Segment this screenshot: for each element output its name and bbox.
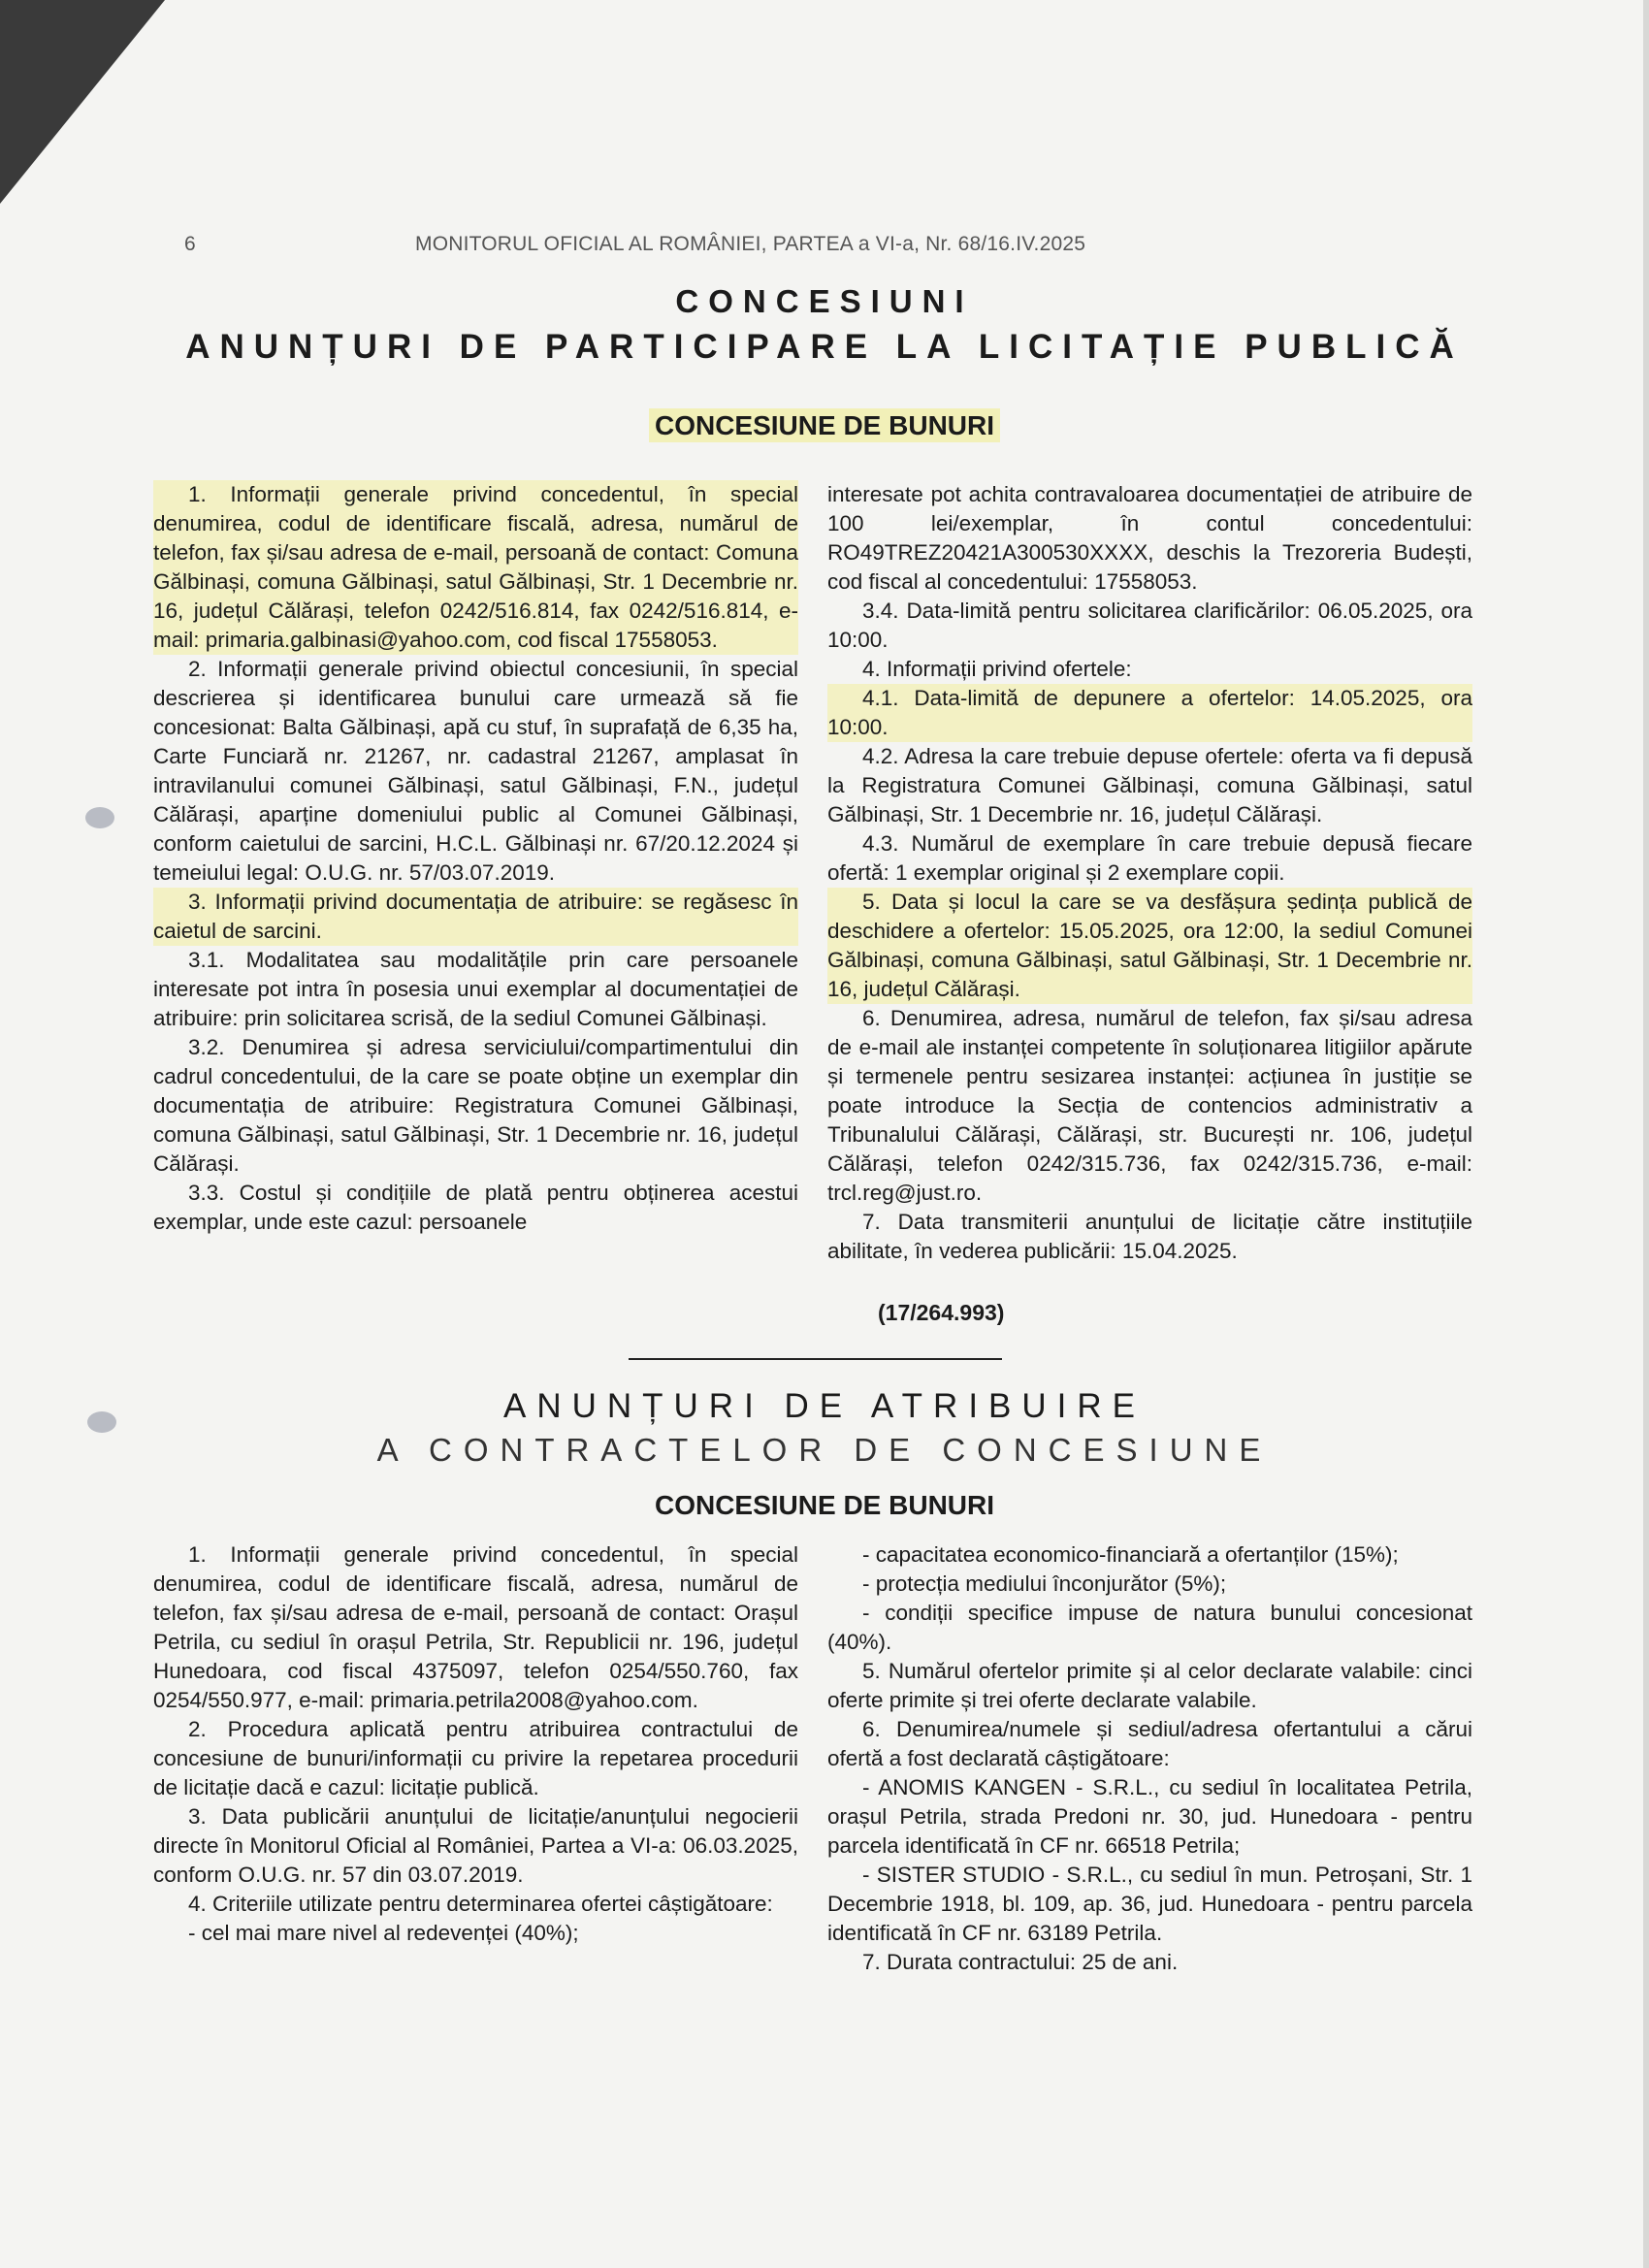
paragraph: 6. Denumirea/numele și sediul/adresa ofertantului a cărui ofertă a fost declarată câștigătoare: <box>827 1717 1472 1770</box>
paragraph: 4.1. Data-limită de depunere a ofertelor: 14.05.2025, ora 10:00. <box>827 684 1472 742</box>
paragraph: - cel mai mare nivel al redevenței (40%); <box>188 1921 579 1945</box>
paragraph: 4. Criteriile utilizate pentru determinarea ofertei câștigătoare: <box>188 1892 773 1916</box>
paragraph: 1. Informații generale privind concedentul, în special denumirea, codul de identificare fiscală, adresa, numărul de telefon, fax și/sau adresa de e-mail, persoană de contact: Comuna Gălbinași, comuna Gălbinași, satul Gălbinași, Str. 1 Decembrie nr. 16, județul Călărași, telefon 0242/516.814, fax 0242/516.814, e-mail: primaria.galbinasi@yahoo.com, cod fiscal 17558053. <box>153 480 798 655</box>
heading-text: CONCESIUNE DE BUNURI <box>649 408 1000 442</box>
paragraph: - condiții specifice impuse de natura bunului concesionat (40%). <box>827 1601 1472 1654</box>
announcement-2-left-column <box>153 1540 798 1948</box>
paragraph: 3.2. Denumirea și adresa serviciului/compartimentului din cadrul concedentului, de la care se poate obține un exemplar din documentația de atribuire: Registratura Comunei Gălbinași, comuna Gălbinași, satul Gălbinași, Str. 1 Decembrie nr. 16, județul Călărași. <box>153 1035 798 1176</box>
heading-concesiune-bunuri-2: CONCESIUNE DE BUNURI <box>654 1490 995 1520</box>
paragraph: - SISTER STUDIO - S.R.L., cu sediul în mun. Petroșani, Str. 1 Decembrie 1918, bl. 109, ap. 36, jud. Hunedoara - pentru parcela identificată în CF nr. 63189 Petrila. <box>827 1863 1472 1945</box>
publication-title: MONITORUL OFICIAL AL ROMÂNIEI, PARTEA a VI-a, Nr. 68/16.IV.2025 <box>415 233 1086 255</box>
section-divider <box>629 1358 1002 1360</box>
heading-concesiune-bunuri <box>0 410 1649 441</box>
section-subtitle-contracte: A CONTRACTELOR DE CONCESIUNE <box>376 1432 1273 1468</box>
paragraph: 3. Informații privind documentația de atribuire: se regăsesc în caietul de sarcini. <box>153 888 798 946</box>
paragraph: 2. Procedura aplicată pentru atribuirea contractului de concesiune de bunuri/informații cu privire la repetarea procedurii de licitație dacă e cazul: licitație publică. <box>153 1717 798 1799</box>
punch-hole <box>85 807 114 828</box>
paragraph: 3.3. Costul și condițiile de plată pentru obținerea acestui exemplar, unde este cazul: persoanele <box>153 1181 798 1234</box>
paragraph: 2. Informații generale privind obiectul concesiunii, în special descrierea și identificarea bunului care urmează să fie concesionat: Balta Gălbinași, apă cu stuf, în suprafață de 6,35 ha, Carte Funciară nr. 21267, nr. cadastral 21267, amplasat în intravilanului comunei Gălbinași, satul Gălbinași, F.N., județul Călărași, aparține domeniului public al Comunei Gălbinași, conform caietului de sarcini, H.C.L. Gălbinași nr. 67/20.12.2024 și temeiului legal: O.U.G. nr. 57/03.07.2019. <box>153 657 798 885</box>
section-subtitle-participare: ANUNȚURI DE PARTICIPARE LA LICITAȚIE PUBLICĂ <box>185 328 1464 366</box>
paragraph: 4.2. Adresa la care trebuie depuse ofertele: oferta va fi depusă la Registratura Comunei Gălbinași, comuna Gălbinași, satul Gălbinași, Str. 1 Decembrie nr. 16, județul Călărași. <box>827 744 1472 826</box>
announcement-1-left-column <box>153 480 798 1237</box>
section-title-atribuire: ANUNȚURI DE ATRIBUIRE <box>502 1387 1147 1425</box>
section-title-concesiuni: CONCESIUNI <box>675 283 974 319</box>
paragraph: 7. Data transmiterii anunțului de licitație către instituțiile abilitate, în vederea publicării: 15.04.2025. <box>827 1210 1472 1263</box>
paragraph: 4.3. Numărul de exemplare în care trebuie depusă fiecare ofertă: 1 exemplar original și 2 exemplare copii. <box>827 831 1472 885</box>
paragraph: 5. Data și locul la care se va desfășura ședința publică de deschidere a ofertelor: 15.05.2025, ora 12:00, la sediul Comunei Gălbinași, comuna Gălbinași, satul Gălbinași, Str. 1 Decembrie nr. 16, județul Călărași. <box>827 888 1472 1004</box>
paragraph: 3.4. Data-limită pentru solicitarea clarificărilor: 06.05.2025, ora 10:00. <box>827 599 1472 652</box>
announcement-1-right-column <box>827 480 1472 1266</box>
paragraph: 3. Data publicării anunțului de licitație/anunțului negocierii directe în Monitorul Oficial al României, Partea a VI-a: 06.03.2025, conform O.U.G. nr. 57 din 03.07.2019. <box>153 1804 798 1887</box>
paragraph: - protecția mediului înconjurător (5%); <box>862 1571 1227 1596</box>
reference-number: (17/264.993) <box>878 1300 1005 1325</box>
paragraph: - capacitatea economico-financiară a ofertanților (15%); <box>862 1542 1399 1567</box>
announcement-2-right-column <box>827 1540 1472 1977</box>
page-number: 6 <box>184 233 196 255</box>
paragraph: interesate pot achita contravaloarea documentației de atribuire de 100 lei/exemplar, în contul concedentului: RO49TREZ20421A300530XXXX, deschis la Trezoreria Budești, cod fiscal al concedentului: 17558053. <box>827 482 1472 594</box>
paragraph: 5. Numărul ofertelor primite și al celor declarate valabile: cinci oferte primite și trei oferte declarate valabile. <box>827 1659 1472 1712</box>
paragraph: 7. Durata contractului: 25 de ani. <box>862 1950 1179 1974</box>
paragraph: 3.1. Modalitatea sau modalitățile prin care persoanele interesate pot intra în posesia unui exemplar al documentației de atribuire: prin solicitarea scrisă, de la sediul Comunei Gălbinași. <box>153 948 798 1030</box>
paragraph: - ANOMIS KANGEN - S.R.L., cu sediul în localitatea Petrila, orașul Petrila, strada Predoni nr. 30, jud. Hunedoara - pentru parcela identificată în CF nr. 66518 Petrila; <box>827 1775 1472 1858</box>
paragraph: 6. Denumirea, adresa, numărul de telefon, fax și/sau adresa de e-mail ale instanței competente în soluționarea litigiilor apărute și termenele pentru sesizarea instanței: acțiunea în justiție se poate introduce la Secția de contencios administrativ a Tribunalului Călărași, Călărași, str. București nr. 106, județul Călărași, telefon 0242/315.736, fax 0242/315.736, e-mail: trcl.reg@just.ro. <box>827 1006 1472 1205</box>
paragraph: 1. Informații generale privind concedentul, în special denumirea, codul de identificare fiscală, adresa, numărul de telefon, fax și/sau adresa de e-mail, persoană de contact: Orașul Petrila, cu sediul în orașul Petrila, Str. Republicii nr. 196, județul Hunedoara, cod fiscal 4375097, telefon 0254/550.760, fax 0254/550.977, e-mail: primaria.petrila2008@yahoo.com. <box>153 1542 798 1712</box>
scan-corner-shadow <box>0 0 165 204</box>
paragraph: 4. Informații privind ofertele: <box>862 657 1132 681</box>
